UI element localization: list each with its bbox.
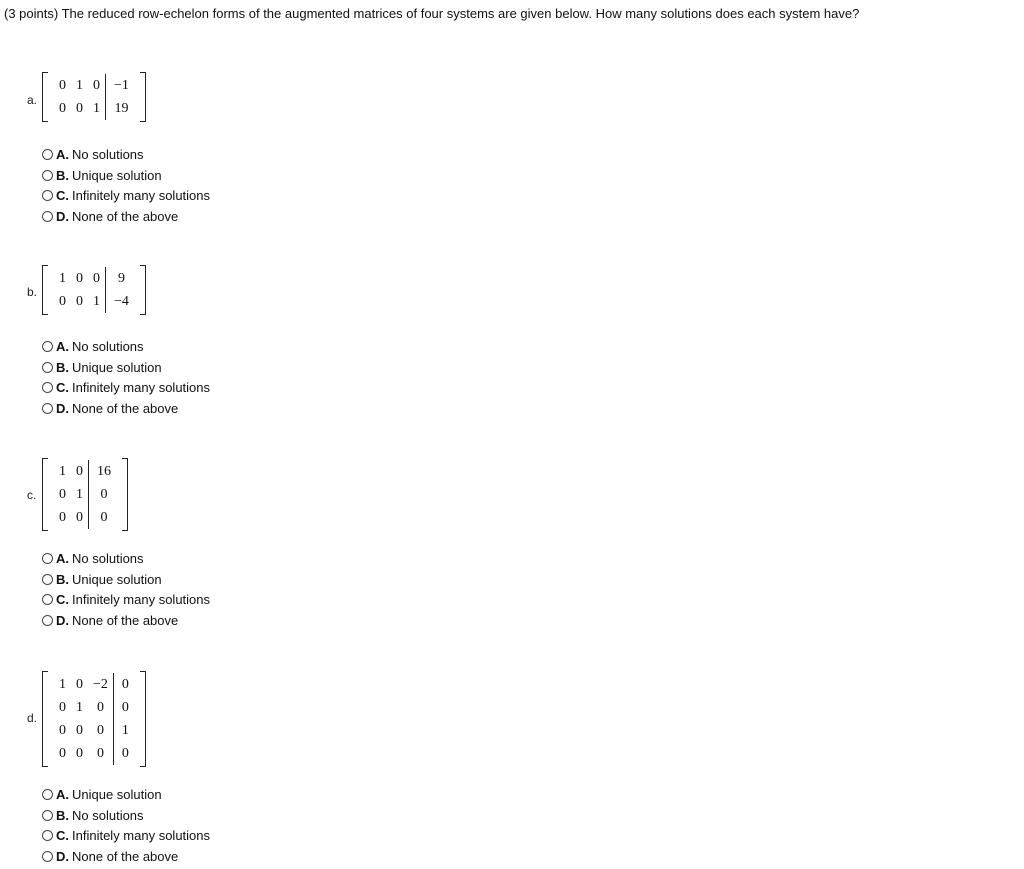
answer-option[interactable] (42, 206, 210, 227)
radio-button-icon[interactable] (42, 615, 53, 626)
matrix-entry: 1 (59, 270, 66, 286)
augmented-matrix (42, 458, 128, 531)
answer-option[interactable] (42, 784, 210, 805)
radio-button-icon[interactable] (42, 594, 53, 605)
answer-option[interactable] (42, 398, 210, 419)
option-text: Unique solution (72, 786, 162, 802)
option-letter: C. (56, 828, 69, 844)
matrix-row (54, 742, 134, 765)
matrix-entry: 0 (59, 699, 66, 715)
option-letter: D. (56, 208, 69, 224)
answer-options (42, 548, 210, 631)
matrix-entry: −1 (106, 74, 134, 97)
answer-option[interactable] (42, 165, 210, 186)
answer-option[interactable] (42, 185, 210, 206)
matrix-entry: 0 (89, 506, 117, 529)
radio-button-icon[interactable] (42, 830, 53, 841)
option-letter: B. (56, 807, 69, 823)
matrix-entry: 0 (76, 676, 83, 692)
radio-button-icon[interactable] (42, 341, 53, 352)
matrix-entries (54, 673, 134, 765)
matrix-entry: 0 (76, 745, 83, 761)
radio-button-icon[interactable] (42, 149, 53, 160)
option-letter: A. (56, 338, 69, 354)
right-bracket (122, 458, 128, 531)
matrix-entries (54, 74, 134, 120)
option-text: None of the above (72, 848, 179, 864)
option-text: None of the above (72, 400, 179, 416)
option-letter: D. (56, 612, 69, 628)
answer-options (42, 144, 210, 227)
option-letter: D. (56, 400, 69, 416)
matrix-entry: 0 (113, 696, 134, 719)
answer-option[interactable] (42, 548, 210, 569)
augmented-matrix (42, 671, 146, 767)
right-bracket (140, 72, 146, 122)
matrix-entry: 1 (113, 719, 134, 742)
matrix-entry: 0 (93, 270, 100, 286)
option-text: Unique solution (72, 167, 162, 183)
matrix-entry: 1 (93, 293, 100, 309)
matrix-entry: 0 (76, 722, 83, 738)
option-text: None of the above (72, 208, 179, 224)
option-letter: C. (56, 592, 69, 608)
option-text: None of the above (72, 612, 179, 628)
matrix-row (54, 460, 116, 483)
answer-option[interactable] (42, 357, 210, 378)
part-label: a. (27, 93, 38, 107)
matrix-entry: 0 (59, 745, 66, 761)
radio-button-icon[interactable] (42, 211, 53, 222)
right-bracket (140, 671, 146, 767)
radio-button-icon[interactable] (42, 553, 53, 564)
answer-option[interactable] (42, 377, 210, 398)
answer-option[interactable] (42, 336, 210, 357)
matrix-entry: 0 (96, 722, 104, 738)
radio-button-icon[interactable] (42, 382, 53, 393)
option-letter: B. (56, 571, 69, 587)
augmented-matrix (42, 72, 146, 122)
right-bracket (140, 265, 146, 315)
matrix-row (54, 719, 134, 742)
option-text: No solutions (72, 338, 144, 354)
part-label: c. (27, 488, 37, 502)
matrix-entry: 1 (76, 486, 83, 502)
answer-option[interactable] (42, 144, 210, 165)
radio-button-icon[interactable] (42, 574, 53, 585)
left-bracket (42, 72, 48, 122)
answer-option[interactable] (42, 805, 210, 826)
option-letter: C. (56, 188, 69, 204)
matrix-entry: 0 (76, 463, 83, 479)
option-letter: A. (56, 786, 69, 802)
matrix-entry: 0 (59, 77, 66, 93)
matrix-row (54, 74, 134, 97)
matrix-entry: 1 (76, 77, 83, 93)
radio-button-icon[interactable] (42, 851, 53, 862)
matrix-entry: 19 (106, 97, 134, 120)
matrix-entry: 0 (76, 293, 83, 309)
answer-option[interactable] (42, 589, 210, 610)
option-text: Infinitely many solutions (72, 592, 211, 608)
matrix-entry: 0 (96, 745, 104, 761)
matrix-entry: 0 (59, 100, 66, 116)
radio-button-icon[interactable] (42, 190, 53, 201)
option-letter: B. (56, 359, 69, 375)
matrix-entry: 1 (59, 676, 66, 692)
matrix-entry: 0 (59, 293, 66, 309)
answer-options (42, 784, 210, 867)
option-text: No solutions (72, 550, 144, 566)
option-letter: B. (56, 167, 69, 183)
option-text: No solutions (72, 146, 144, 162)
matrix-entry: 0 (113, 742, 134, 765)
option-text: Unique solution (72, 359, 162, 375)
radio-button-icon[interactable] (42, 170, 53, 181)
matrix-row (54, 290, 134, 313)
matrix-entries (54, 267, 134, 313)
matrix-entry: 0 (76, 100, 83, 116)
matrix-entry: 1 (93, 100, 100, 116)
matrix-entry: 1 (76, 699, 83, 715)
matrix-row (54, 267, 134, 290)
option-text: Infinitely many solutions (72, 828, 211, 844)
part-label: d. (27, 711, 38, 725)
question-text (4, 6, 859, 21)
matrix-entry: −4 (106, 290, 134, 313)
matrix-entry: 0 (59, 509, 66, 525)
matrix-row (54, 673, 134, 696)
matrix-entry: 9 (106, 267, 134, 290)
answer-options (42, 336, 210, 419)
option-text: Infinitely many solutions (72, 380, 211, 396)
matrix-entry: −2 (93, 676, 108, 692)
matrix-entry: 0 (76, 509, 83, 525)
option-letter: C. (56, 380, 69, 396)
matrix-entry: 0 (113, 673, 134, 696)
option-letter: D. (56, 848, 69, 864)
matrix-entry: 0 (76, 270, 83, 286)
matrix-row (54, 97, 134, 120)
radio-button-icon[interactable] (42, 362, 53, 373)
option-letter: A. (56, 550, 69, 566)
matrix-entry: 0 (59, 722, 66, 738)
answer-option[interactable] (42, 610, 210, 631)
answer-option[interactable] (42, 825, 210, 846)
answer-option[interactable] (42, 569, 210, 590)
matrix-row (54, 506, 116, 529)
left-bracket (42, 265, 48, 315)
matrix-entry: 0 (96, 699, 104, 715)
augmented-matrix (42, 265, 146, 315)
part-label: b. (27, 285, 38, 299)
left-bracket (42, 671, 48, 767)
matrix-entry: 0 (93, 77, 100, 93)
matrix-entry: 0 (59, 486, 66, 502)
left-bracket (42, 458, 48, 531)
question-points: (3 points) (4, 6, 59, 21)
option-text: Unique solution (72, 571, 162, 587)
option-text: Infinitely many solutions (72, 188, 211, 204)
radio-button-icon[interactable] (42, 403, 53, 414)
matrix-entries (54, 460, 116, 529)
option-text: No solutions (72, 807, 144, 823)
matrix-entry: 0 (89, 483, 117, 506)
option-letter: A. (56, 146, 69, 162)
matrix-entry: 1 (59, 463, 66, 479)
radio-button-icon[interactable] (42, 789, 53, 800)
question-body: The reduced row-echelon forms of the augmented matrices of four systems are given below. How many solutions does each system have? (61, 6, 860, 21)
radio-button-icon[interactable] (42, 810, 53, 821)
matrix-row (54, 483, 116, 506)
matrix-entry: 16 (89, 460, 117, 483)
answer-option[interactable] (42, 846, 210, 867)
matrix-row (54, 696, 134, 719)
